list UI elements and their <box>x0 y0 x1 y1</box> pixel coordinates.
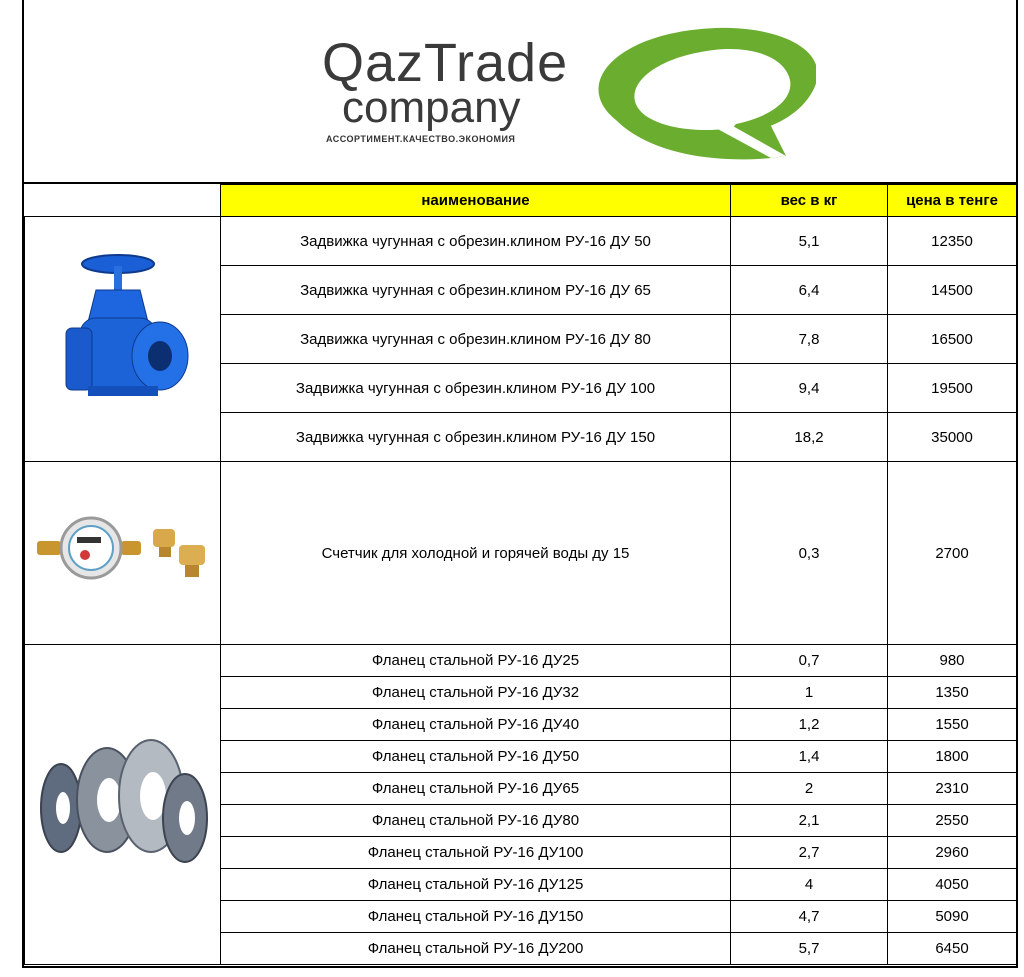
header-weight: вес в кг <box>731 185 888 217</box>
item-name: Задвижка чугунная с обрезин.клином РУ-16 ДУ 50 <box>221 217 731 266</box>
item-weight: 2,1 <box>731 805 888 837</box>
gate-valve-icon <box>48 252 198 422</box>
item-weight: 5,7 <box>731 933 888 965</box>
water-meter-icon <box>35 511 210 591</box>
item-price: 2310 <box>888 773 1017 805</box>
gate-valve-image <box>25 217 221 462</box>
header-name: наименование <box>221 185 731 217</box>
item-price: 6450 <box>888 933 1017 965</box>
item-weight: 0,7 <box>731 645 888 677</box>
item-price: 1350 <box>888 677 1017 709</box>
item-price: 2550 <box>888 805 1017 837</box>
item-name: Счетчик для холодной и горячей воды ду 15 <box>221 462 731 645</box>
item-weight: 1,4 <box>731 741 888 773</box>
item-weight: 0,3 <box>731 462 888 645</box>
item-price: 4050 <box>888 869 1017 901</box>
steel-flange-image <box>25 645 221 965</box>
item-name: Фланец стальной РУ-16 ДУ150 <box>221 901 731 933</box>
item-name: Задвижка чугунная с обрезин.клином РУ-16 ДУ 150 <box>221 413 731 462</box>
item-price: 2960 <box>888 837 1017 869</box>
item-name: Фланец стальной РУ-16 ДУ40 <box>221 709 731 741</box>
item-weight: 1,2 <box>731 709 888 741</box>
table-row <box>25 462 1017 645</box>
item-weight: 2 <box>731 773 888 805</box>
item-weight: 5,1 <box>731 217 888 266</box>
item-price: 35000 <box>888 413 1017 462</box>
water-meter-image <box>25 462 221 645</box>
table-header-row <box>25 185 1017 217</box>
item-price: 980 <box>888 645 1017 677</box>
item-name: Фланец стальной РУ-16 ДУ100 <box>221 837 731 869</box>
item-name: Фланец стальной РУ-16 ДУ50 <box>221 741 731 773</box>
item-weight: 7,8 <box>731 315 888 364</box>
item-price: 1550 <box>888 709 1017 741</box>
item-name: Задвижка чугунная с обрезин.клином РУ-16 ДУ 65 <box>221 266 731 315</box>
logo-header <box>24 0 1016 184</box>
price-list-sheet <box>22 0 1018 968</box>
item-name: Фланец стальной РУ-16 ДУ32 <box>221 677 731 709</box>
header-price: цена в тенге <box>888 185 1017 217</box>
item-price: 1800 <box>888 741 1017 773</box>
company-logo <box>316 24 816 164</box>
item-weight: 1 <box>731 677 888 709</box>
steel-flange-icon <box>35 738 210 868</box>
item-price: 16500 <box>888 315 1017 364</box>
item-price: 2700 <box>888 462 1017 645</box>
item-name: Задвижка чугунная с обрезин.клином РУ-16 ДУ 100 <box>221 364 731 413</box>
brand-name: QazTrade <box>322 33 569 93</box>
item-weight: 4 <box>731 869 888 901</box>
item-price: 5090 <box>888 901 1017 933</box>
item-price: 19500 <box>888 364 1017 413</box>
item-name: Фланец стальной РУ-16 ДУ80 <box>221 805 731 837</box>
price-table <box>24 184 1017 965</box>
brand-subname: company <box>342 83 521 132</box>
item-name: Фланец стальной РУ-16 ДУ25 <box>221 645 731 677</box>
table-row <box>25 645 1017 677</box>
item-name: Фланец стальной РУ-16 ДУ125 <box>221 869 731 901</box>
item-weight: 9,4 <box>731 364 888 413</box>
item-name: Задвижка чугунная с обрезин.клином РУ-16 ДУ 80 <box>221 315 731 364</box>
table-row <box>25 217 1017 266</box>
item-weight: 4,7 <box>731 901 888 933</box>
item-price: 14500 <box>888 266 1017 315</box>
item-weight: 18,2 <box>731 413 888 462</box>
item-weight: 2,7 <box>731 837 888 869</box>
item-name: Фланец стальной РУ-16 ДУ65 <box>221 773 731 805</box>
item-weight: 6,4 <box>731 266 888 315</box>
brand-tagline: АССОРТИМЕНТ.КАЧЕСТВО.ЭКОНОМИЯ <box>326 134 516 144</box>
item-name: Фланец стальной РУ-16 ДУ200 <box>221 933 731 965</box>
header-spacer <box>25 185 221 217</box>
item-price: 12350 <box>888 217 1017 266</box>
